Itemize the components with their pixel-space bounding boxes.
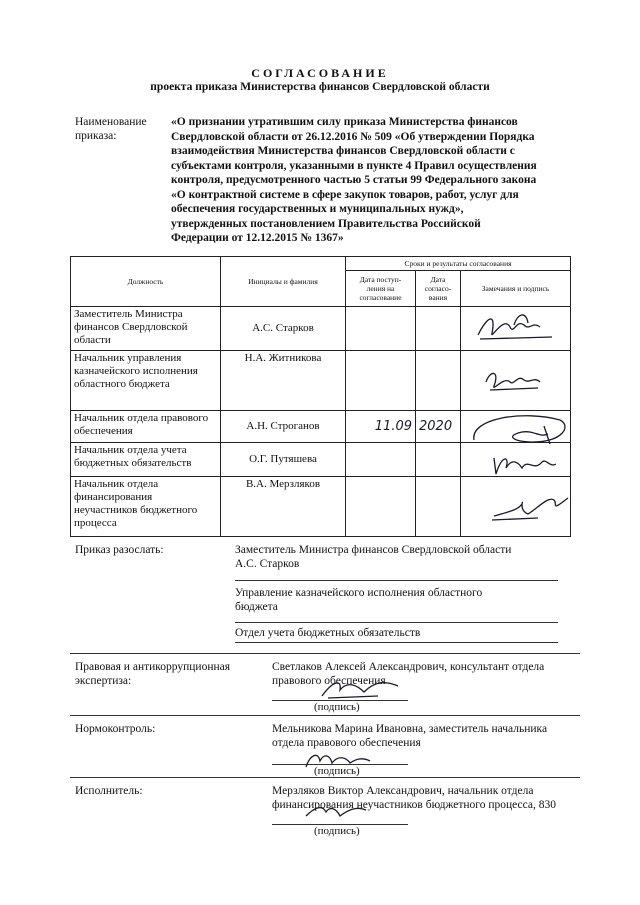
executor-line: финансирования неучастников бюджетного процесса, 830 — [272, 799, 556, 811]
distribution-line: Управление казначейского исполнения областного — [235, 587, 483, 599]
signature-zhitnikova — [480, 362, 560, 398]
order-name-line: Федерации от 12.12.2015 № 1367» — [171, 232, 344, 244]
sign-caption: (подпись) — [314, 825, 360, 837]
order-name-line: контроля, предусмотренного частью 5 статьи 99 Федерального закона — [171, 174, 537, 186]
normcontrol-label: Нормоконтроль: — [75, 723, 156, 735]
signature-svetlakov — [318, 672, 408, 702]
section-divider — [70, 653, 580, 654]
divider — [235, 642, 558, 643]
distribution-item — [235, 543, 575, 571]
order-name-line: взаимодействия Министерства финансов Свердловской области с — [171, 145, 515, 157]
order-name-line: субъектами контроля, указанными в пункте 4 Правил осуществления — [171, 159, 537, 172]
section-divider — [70, 777, 580, 778]
expertise-line: Светлаков Алексей Александрович, консультант отдела — [272, 661, 545, 673]
cell-name: А.С. Старков — [221, 307, 346, 351]
cell-date-received — [346, 477, 416, 537]
header-initials: Инициалы и фамилия — [221, 257, 346, 307]
distribution-line: Заместитель Министра финансов Свердловской области — [235, 544, 512, 556]
divider — [235, 622, 558, 623]
document-subtitle: проекта приказа Министерства финансов Свердловской области — [150, 81, 490, 93]
distribution-line: Отдел учета бюджетных обязательств — [235, 627, 421, 639]
signature-starkov — [470, 305, 560, 349]
cell-date-received — [346, 443, 416, 477]
distribution-line: А.С. Старков — [235, 558, 300, 570]
cell-date-received — [346, 307, 416, 351]
order-name-label-line: приказа: — [75, 130, 117, 142]
executor-line: Мерзляков Виктор Александрович, начальник отдела — [272, 785, 534, 797]
cell-position: Начальник управления казначейского исполнения областного бюджета — [71, 351, 221, 411]
order-name-line: обеспечения государственных и муниципальных нужд», — [171, 203, 464, 215]
cell-position: Начальник отдела правового обеспечения — [71, 411, 221, 443]
sign-caption: (подпись) — [314, 701, 360, 713]
distribution-label: Приказ разослать: — [75, 544, 164, 556]
cell-position: Заместитель Министра финансов Свердловской области — [71, 307, 221, 351]
normcontrol-line: отдела правового обеспечения — [272, 737, 421, 749]
order-name-line: Свердловской области от 26.12.2016 № 509 «Об утверждении Порядка — [171, 130, 535, 143]
expertise-label — [75, 660, 230, 688]
header-text: вания — [428, 293, 448, 302]
cell-date-received — [346, 351, 416, 411]
cell-date-approved-handwritten: 2020 — [416, 411, 461, 443]
cell-position: Начальник отдела финансирования неучастников бюджетного процесса — [71, 477, 221, 537]
expertise-label-line: Правовая и антикоррупционная — [75, 661, 231, 673]
header-text: согласо- — [424, 284, 452, 293]
order-name-line: «О контрактной системе в сфере закупок товаров, работ, услуг для — [171, 188, 519, 201]
cell-date-approved — [416, 307, 461, 351]
order-name-label — [75, 115, 147, 143]
executor-label: Исполнитель: — [75, 785, 143, 797]
distribution-line: бюджета — [235, 601, 278, 613]
sign-caption: (подпись) — [314, 765, 360, 777]
distribution-item — [235, 626, 575, 640]
expertise-line: правового обеспечения — [272, 675, 386, 687]
order-name-line: утвержденных постановлением Правительства Российской — [171, 217, 481, 230]
cell-date-approved — [416, 351, 461, 411]
order-name-label-line: Наименование — [75, 116, 147, 128]
normcontrol-line: Мельникова Марина Ивановна, заместитель начальника — [272, 723, 548, 735]
signature-merzlyakov — [488, 490, 578, 524]
cell-name: А.Н. Строганов — [221, 411, 346, 443]
header-text: согласование — [359, 293, 402, 302]
signature-putyasheva — [488, 448, 568, 478]
header-text: Дата поступ- — [359, 275, 402, 284]
signature-merzlyakov-executor — [300, 796, 380, 826]
signature-melnikova — [300, 745, 380, 775]
order-name-text — [171, 115, 601, 246]
signature-stroganov — [464, 410, 574, 450]
header-date-received — [346, 271, 416, 307]
divider — [235, 580, 558, 581]
document-title: СОГЛАСОВАНИЕ — [251, 66, 389, 80]
header-position: Должность — [71, 257, 221, 307]
header-text: Дата — [430, 275, 446, 284]
expertise-label-line: экспертиза: — [75, 675, 132, 687]
header-text: ления на — [366, 284, 395, 293]
header-date-approved — [416, 271, 461, 307]
header-remarks: Замечания и подпись — [461, 271, 571, 307]
section-divider — [70, 715, 580, 716]
cell-date-received-handwritten: 11.09 — [346, 411, 416, 443]
cell-name: О.Г. Путяшева — [221, 443, 346, 477]
cell-date-approved — [416, 443, 461, 477]
cell-name: Н.А. Житникова — [221, 351, 346, 411]
cell-date-approved — [416, 477, 461, 537]
header-terms: Сроки и результаты согласования — [346, 257, 571, 271]
distribution-item — [235, 586, 575, 614]
order-name-line: «О признании утратившим силу приказа Министерства финансов — [171, 116, 518, 128]
cell-position: Начальник отдела учета бюджетных обязательств — [71, 443, 221, 477]
cell-name: В.А. Мерзляков — [221, 477, 346, 537]
